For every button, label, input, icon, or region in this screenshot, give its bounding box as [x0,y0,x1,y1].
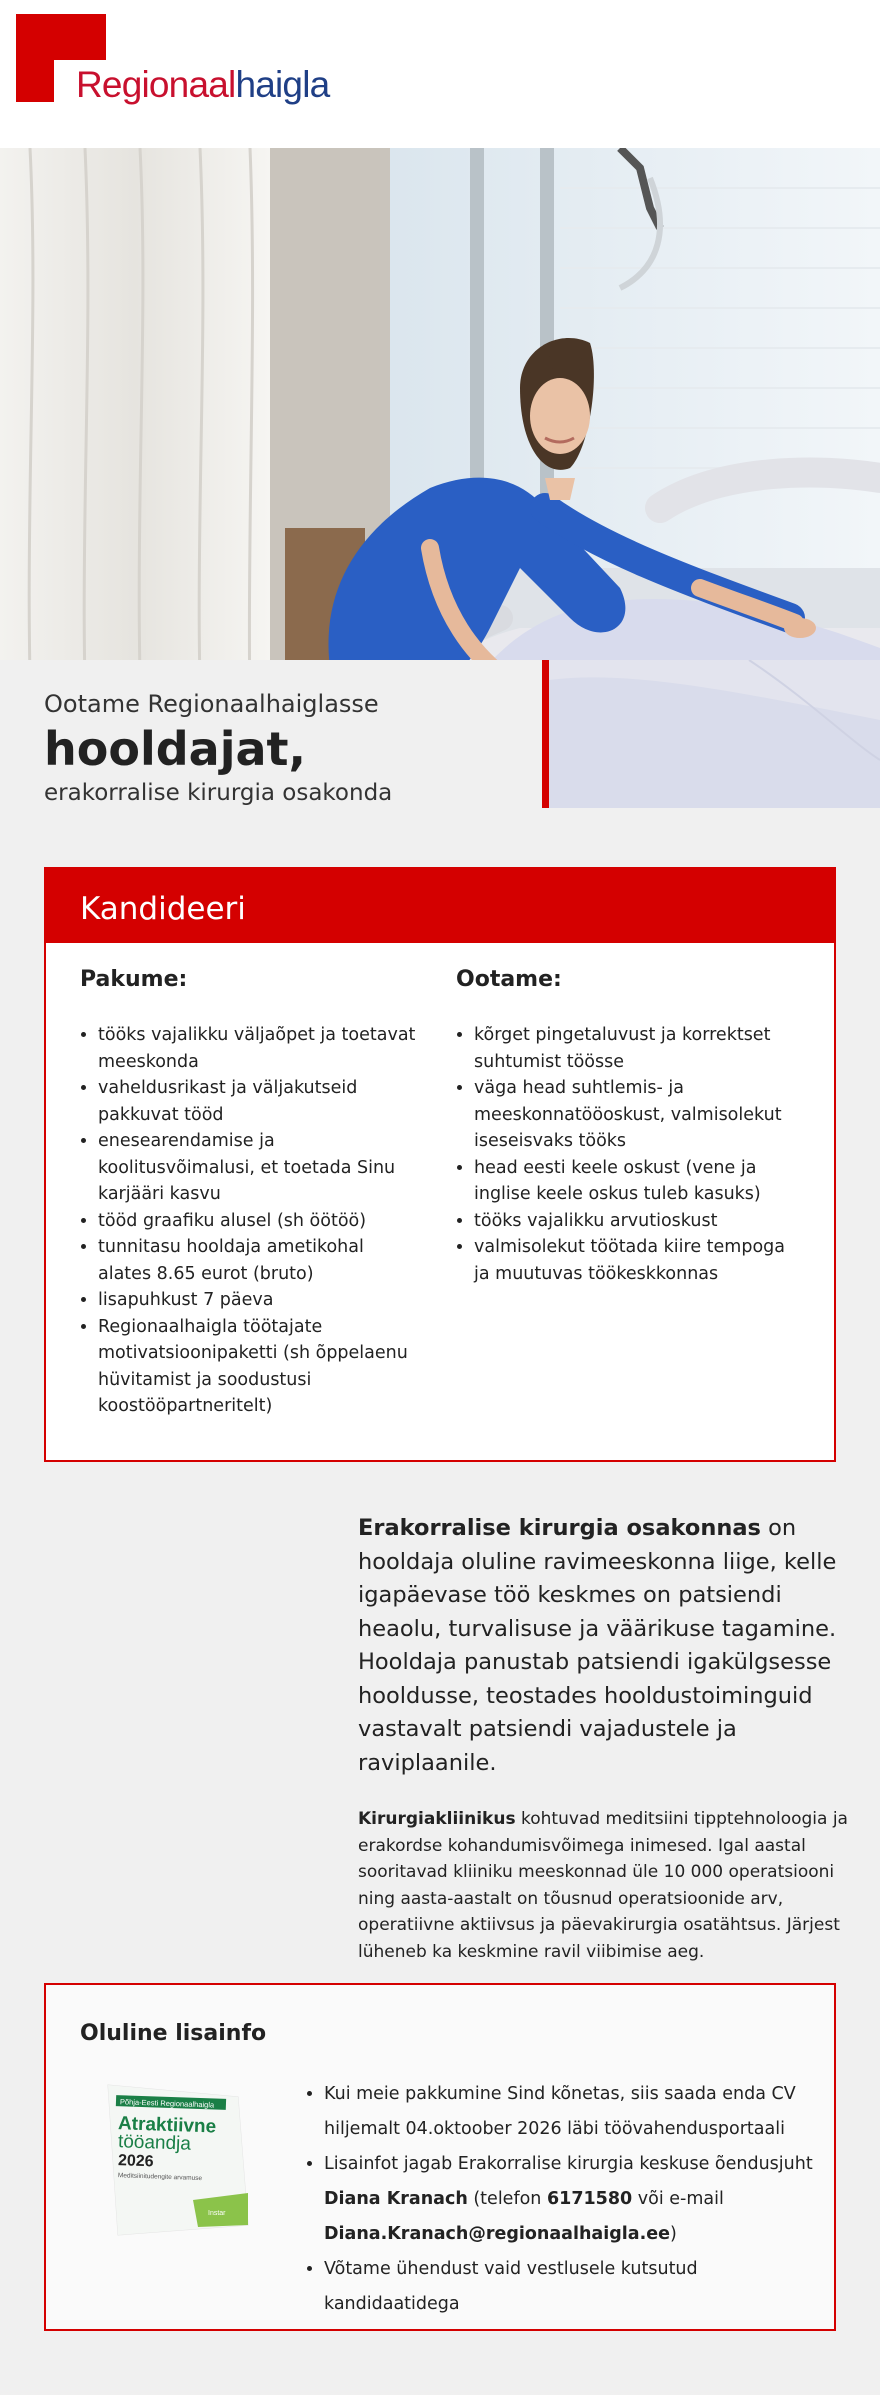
bed-sheet-image [549,660,880,808]
offer-list [80,1022,420,1420]
apply-button[interactable]: Kandideeri [46,869,834,943]
title-subtitle: erakorralise kirurgia osakonda [44,780,393,806]
list-item: • tööks vajalikku arvutioskust [474,1208,806,1235]
page-header [0,0,880,148]
attractive-employer-badge-icon [88,2075,258,2245]
badge-top-text: Põhja-Eesti Regionaalhaigla [119,2097,215,2110]
regionaalhaigla-logo[interactable] [16,14,330,110]
contact-text: või e-mail [632,2189,724,2209]
badge-line2: tööandja [117,2131,192,2155]
job-details-card [44,867,836,1462]
list-item: • lisapuhkust 7 päeva [98,1287,420,1314]
department-description [358,1512,848,1965]
nurse-making-bed-photo [0,148,880,660]
badge-corner: Instar [208,2210,226,2217]
expect-column [456,967,806,1287]
list-item: • tööd graafiku alusel (sh öötöö) [98,1208,420,1235]
list-item: • Kui meie pakkumine Sind kõnetas, siis saada enda CV hiljemalt 04.oktoober 2026 läbi töövahendusportaali [324,2077,816,2147]
list-item: • väga head suhtlemis- ja meeskonnatööoskust, valmisolekut iseseisvaks tööks [474,1075,806,1155]
list-item: • valmisolekut töötada kiire tempoga ja muutuvas töökeskkonnas [474,1234,806,1287]
offer-column [80,967,420,1420]
list-item: • Regionaalhaigla töötajate motivatsioonipaketti (sh õppelaenu hüvitamist ja soodustusi koostööpartneritelt) [98,1314,420,1420]
list-item: • kõrget pingetaluvust ja korrektset suhtumist töösse [474,1022,806,1075]
list-item: • tööks vajalikku väljaõpet ja toetavat meeskonda [98,1022,420,1075]
description-lead-bold: Erakorralise kirurgia osakonnas [358,1515,761,1541]
list-item: • vaheldusrikast ja väljakutseid pakkuvat tööd [98,1075,420,1128]
badge-year: 2026 [117,2152,154,2171]
contact-email-link[interactable] [324,2224,670,2244]
page-title: hooldajat, [44,722,306,776]
important-info-card [44,1983,836,2331]
title-accent-bar [542,660,549,808]
contact-text: (telefon [467,2189,547,2209]
list-item [324,2147,816,2252]
logo-wordmark [76,66,329,103]
contact-email[interactable]: Diana.Kranach@regionaalhaigla.ee [324,2224,670,2244]
list-item: • head eesti keele oskust (vene ja inglise keele oskus tuleb kasuks) [474,1155,806,1208]
badge-line1: Atraktiivne [117,2113,217,2138]
description-body-bold: Kirurgiakliinikus [358,1809,516,1829]
contact-name: Diana Kranach [324,2189,468,2209]
description-lead [358,1512,848,1780]
description-lead-text: on hooldaja oluline ravimeeskonna liige, kelle igapäevase töö keskmes on patsiendi heaolu, turvalisuse ja väärikuse tagamine. Hooldaja panustab patsiendi igakülgsesse hooldusse, teostades hooldustoiminguid vastavalt patsiendi vajadustele ja raviplaanile. [358,1515,837,1776]
contact-text: Lisainfot jagab Erakorralise kirurgia keskuse õendusjuht [324,2154,813,2174]
title-intro: Ootame Regionaalhaiglasse [44,690,379,718]
list-item: • tunnitasu hooldaja ametikohal alates 8.65 eurot (bruto) [98,1234,420,1287]
hero-image [0,148,880,660]
description-body-text: kohtuvad meditsiini tipptehnoloogia ja erakordse kohandumisvõimega inimesed. Igal aastal sooritavad kliiniku meeskonnad üle 10 000 operatsiooni ning aasta-aastalt on tõusnud operatsioonide arv, operatiivne aktiivsus ja päevakirurgia osatähtsus. Järjest lüheneb ka keskmine ravil viibimise aeg. [358,1809,848,1962]
expect-heading: Ootame: [456,967,562,992]
list-item: • enesearendamise ja koolitusvõimalusi, et toetada Sinu karjääri kasvu [98,1128,420,1208]
hero-bed-strip [549,660,880,808]
logo-text-red: Regionaal [76,64,236,105]
badge-caption: Meditsiinitudengite arvamuse [117,2172,203,2183]
info-list [306,2077,816,2322]
contact-phone[interactable]: 6171580 [546,2189,633,2209]
offer-heading: Pakume: [80,967,188,992]
contact-text: ) [669,2224,677,2244]
list-item: • Võtame ühendust vaid vestlusele kutsutud kandidaatidega [324,2252,816,2322]
description-body [358,1806,848,1965]
logo-text-blue: haigla [235,64,330,105]
expect-list [456,1022,806,1287]
info-heading: Oluline lisainfo [80,2021,267,2046]
